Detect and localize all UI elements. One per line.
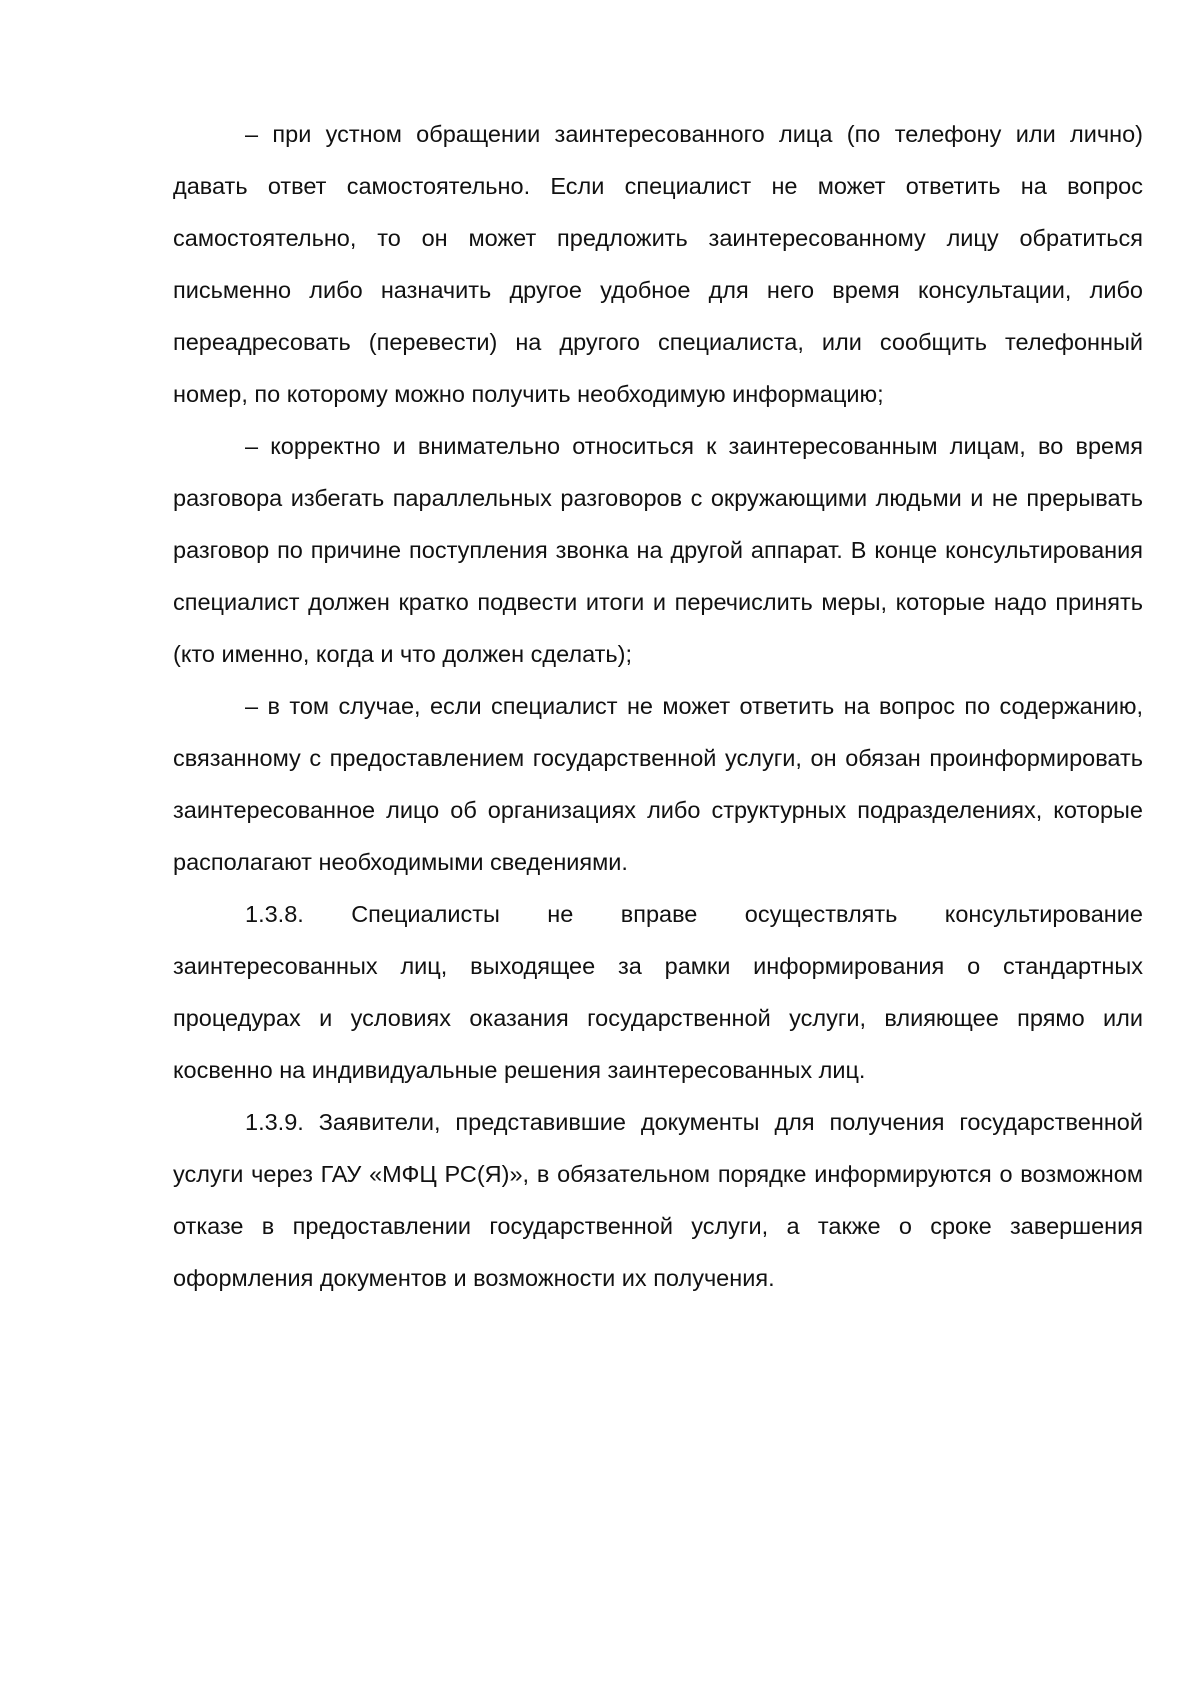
- paragraph-1-3-8: 1.3.8. Специалисты не вправе осуществлять консультирование заинтересованных лиц, выходящее за рамки информирования о стандартных процедурах и условиях оказания государственной услуги, влияющее прямо или косвенно на индивидуальные решения заинтересованных лиц.: [173, 901, 1143, 1083]
- paragraph-phone-consultation: – при устном обращении заинтересованного лица (по телефону или лично) давать ответ самостоятельно. Если специалист не может ответить на вопрос самостоятельно, то он может предложить заинтересованному лицу обратиться письменно либо назначить другое удобное для него время консультации, либо переадресовать (перевести) на другого специалиста, или сообщить телефонный номер, по которому можно получить необходимую информацию;: [173, 121, 1143, 407]
- paragraph-courtesy-rules: – корректно и внимательно относиться к заинтересованным лицам, во время разговора избегать параллельных разговоров с окружающими людьми и не прерывать разговор по причине поступления звонка на другой аппарат. В конце консультирования специалист должен кратко подвести итоги и перечислить меры, которые надо принять (кто именно, когда и что должен сделать);: [173, 433, 1143, 667]
- paragraph-referral-obligation: – в том случае, если специалист не может ответить на вопрос по содержанию, связанному с предоставлением государственной услуги, он обязан проинформировать заинтересованное лицо об организациях либо структурных подразделениях, которые располагают необходимыми сведениями.: [173, 693, 1143, 875]
- document-body: [173, 108, 1143, 1304]
- paragraph-1-3-9: 1.3.9. Заявители, представившие документы для получения государственной услуги через ГАУ «МФЦ РС(Я)», в обязательном порядке информируются о возможном отказе в предоставлении государственной услуги, а также о сроке завершения оформления документов и возможности их получения.: [173, 1109, 1143, 1291]
